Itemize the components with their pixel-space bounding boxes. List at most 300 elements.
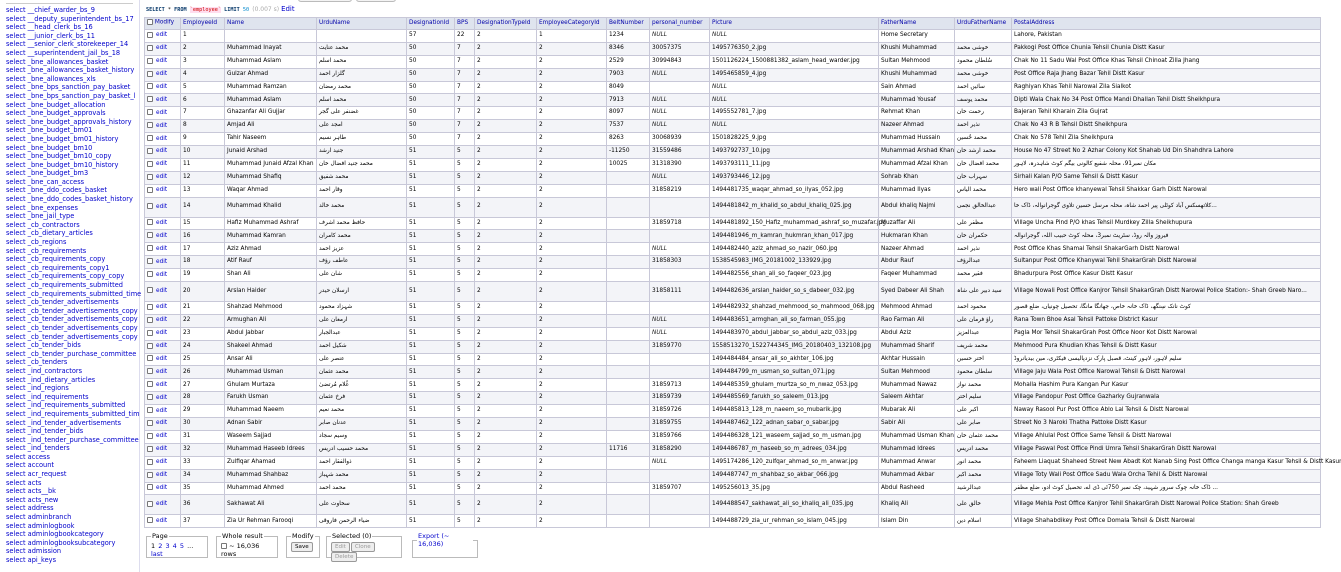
table-cell[interactable]: محمد ارشد خان: [955, 146, 1012, 159]
table-cell[interactable]: NULL: [650, 243, 710, 256]
table-cell[interactable]: 2: [475, 256, 537, 269]
row-edit-link[interactable]: edit: [156, 501, 168, 508]
table-cell[interactable]: 31: [181, 430, 225, 443]
sidebar-table-link[interactable]: select _bne_expenses: [6, 203, 78, 212]
table-cell[interactable]: 2: [537, 217, 607, 230]
table-cell[interactable]: [650, 495, 710, 515]
column-header[interactable]: PostalAddress: [1012, 18, 1321, 30]
sidebar-table-link[interactable]: select _bne_ddo_codes_basket: [6, 186, 107, 195]
table-cell[interactable]: 7: [455, 55, 475, 68]
table-cell[interactable]: 50: [407, 68, 455, 81]
table-cell[interactable]: [607, 302, 650, 315]
table-cell[interactable]: 31859755: [650, 418, 710, 431]
sidebar-table-link[interactable]: select _bne_budget_bm01: [6, 126, 93, 135]
table-cell[interactable]: نذیر احمد: [955, 120, 1012, 133]
sidebar-table-link[interactable]: select access: [6, 452, 50, 461]
table-cell[interactable]: کوٹ نانک سِنگھ، ڈاک خانہ خاص، جھانگا مانگا، تحصیل چونیاں، ضلع قصور: [1012, 302, 1321, 315]
table-cell[interactable]: Waseem Sajjad: [225, 430, 317, 443]
sidebar-table-link[interactable]: select _cb_tender_advertisements_copy: [6, 323, 138, 332]
table-cell[interactable]: 2: [475, 327, 537, 340]
table-cell[interactable]: 2: [475, 353, 537, 366]
column-header[interactable]: FatherName: [879, 18, 955, 30]
table-cell[interactable]: Shan Ali: [225, 269, 317, 282]
sidebar-table-link[interactable]: select account: [6, 461, 54, 470]
table-cell[interactable]: 2: [181, 42, 225, 55]
table-cell[interactable]: 2: [537, 55, 607, 68]
table-cell[interactable]: [607, 256, 650, 269]
row-checkbox[interactable]: [147, 96, 153, 102]
table-cell[interactable]: 31859739: [650, 392, 710, 405]
table-cell[interactable]: 51: [407, 392, 455, 405]
table-cell[interactable]: 1494485813_128_m_naeem_so_mubarik.jpg: [710, 405, 879, 418]
table-cell[interactable]: 28: [181, 392, 225, 405]
table-cell[interactable]: 2: [475, 230, 537, 243]
table-cell[interactable]: سلیم لاہور، لاہور کینٹ، قصبل پارک نزدپالیسی فیکٹری، مین بیدیانروڈ: [1012, 353, 1321, 366]
table-cell[interactable]: 1494488729_zia_ur_rehman_so_islam_045.jpg: [710, 515, 879, 528]
sidebar-table-link[interactable]: select _cb_tender_bids: [6, 341, 81, 350]
table-cell[interactable]: 31559486: [650, 146, 710, 159]
table-cell[interactable]: [607, 327, 650, 340]
table-cell[interactable]: [607, 405, 650, 418]
table-cell[interactable]: عبدالرشید: [955, 482, 1012, 495]
table-cell[interactable]: 18: [181, 256, 225, 269]
column-header[interactable]: Name: [225, 18, 317, 30]
table-cell[interactable]: 2: [537, 94, 607, 107]
sidebar-table-link[interactable]: select _ind_contractors: [6, 366, 83, 375]
row-checkbox[interactable]: [147, 459, 153, 465]
page-link[interactable]: last: [151, 550, 163, 559]
table-cell[interactable]: 2: [537, 256, 607, 269]
table-cell[interactable]: [607, 197, 650, 217]
table-cell[interactable]: ارسلان حیدر: [317, 282, 407, 302]
column-header[interactable]: BeltNumber: [607, 18, 650, 30]
table-cell[interactable]: Muhammad Sharif: [879, 340, 955, 353]
sidebar-table-link[interactable]: select _ind_tenders: [6, 444, 70, 453]
table-cell[interactable]: 5: [455, 515, 475, 528]
table-cell[interactable]: رحمت خان: [955, 107, 1012, 120]
sidebar-table-link[interactable]: select adminlogbooksubcategory: [6, 538, 116, 547]
table-cell[interactable]: 51: [407, 302, 455, 315]
table-cell[interactable]: خالق علی: [955, 495, 1012, 515]
table-cell[interactable]: 2: [475, 495, 537, 515]
table-cell[interactable]: 2: [475, 94, 537, 107]
table-cell[interactable]: 31859766: [650, 430, 710, 443]
page-link[interactable]: 3: [165, 542, 170, 551]
row-edit-link[interactable]: edit: [156, 109, 168, 116]
table-cell[interactable]: 5: [455, 430, 475, 443]
table-cell[interactable]: 26: [181, 366, 225, 379]
sidebar-table-link[interactable]: select _bne_jail_type: [6, 212, 75, 221]
row-checkbox[interactable]: [147, 368, 153, 374]
row-edit-link[interactable]: edit: [156, 174, 168, 181]
table-cell[interactable]: Syed Dabeer Ali Shah: [879, 282, 955, 302]
table-cell[interactable]: Village Shahabdikey Post Office Domala Tehsil & Distt Narowal: [1012, 515, 1321, 528]
table-cell[interactable]: 2: [537, 392, 607, 405]
table-cell[interactable]: Rana Town Bhoe Asal Tehsil Pattoke District Kasur: [1012, 314, 1321, 327]
table-cell[interactable]: Abdul Aziz: [879, 327, 955, 340]
table-cell[interactable]: محمود احمد: [955, 302, 1012, 315]
edit-query-link[interactable]: Edit: [281, 5, 295, 13]
table-cell[interactable]: [650, 81, 710, 94]
table-cell[interactable]: 2: [475, 418, 537, 431]
table-cell[interactable]: NULL: [650, 107, 710, 120]
table-cell[interactable]: [607, 469, 650, 482]
table-cell[interactable]: محمد یوسف: [955, 94, 1012, 107]
table-cell[interactable]: Muhammad Kamran: [225, 230, 317, 243]
table-cell[interactable]: Naway Rasool Pur Post Office Ablo Lal Tehsil & Distt Narowal: [1012, 405, 1321, 418]
row-checkbox[interactable]: [147, 317, 153, 323]
table-cell[interactable]: 2: [537, 482, 607, 495]
table-cell[interactable]: 9: [181, 133, 225, 146]
table-cell[interactable]: محمد عثمان: [317, 366, 407, 379]
table-cell[interactable]: سائیں احمد: [955, 81, 1012, 94]
table-cell[interactable]: 7537: [607, 120, 650, 133]
sidebar-table-link[interactable]: select adminlogbookcategory: [6, 530, 104, 539]
table-cell[interactable]: 7: [455, 42, 475, 55]
table-cell[interactable]: راؤ فرمان علی: [955, 314, 1012, 327]
column-header[interactable]: EmployeeId: [181, 18, 225, 30]
table-cell[interactable]: [650, 366, 710, 379]
table-cell[interactable]: 2: [537, 171, 607, 184]
row-edit-link[interactable]: edit: [156, 187, 168, 194]
table-cell[interactable]: 1495776350_2.jpg: [710, 42, 879, 55]
table-cell[interactable]: 50: [407, 55, 455, 68]
table-cell[interactable]: [607, 340, 650, 353]
table-cell[interactable]: 5: [455, 340, 475, 353]
table-cell[interactable]: محمد اسلم: [317, 94, 407, 107]
table-cell[interactable]: محمد اکبر: [955, 469, 1012, 482]
column-header[interactable]: DesignationId: [407, 18, 455, 30]
column-header[interactable]: Picture: [710, 18, 879, 30]
table-cell[interactable]: 5: [455, 366, 475, 379]
table-cell[interactable]: 2: [475, 217, 537, 230]
row-checkbox[interactable]: [147, 343, 153, 349]
sidebar-table-link[interactable]: select acr_request: [6, 470, 67, 479]
table-cell[interactable]: 1494482556_shan_ali_so_faqeer_023.jpg: [710, 269, 879, 282]
row-edit-link[interactable]: edit: [156, 271, 168, 278]
row-checkbox[interactable]: [147, 245, 153, 251]
sidebar-table-link[interactable]: select _bne_budget_bm3: [6, 169, 89, 178]
table-cell[interactable]: 50: [407, 133, 455, 146]
row-checkbox[interactable]: [147, 174, 153, 180]
sidebar-table-link[interactable]: select _cb_tender_advertisements_copy: [6, 332, 138, 341]
table-cell[interactable]: 3: [181, 55, 225, 68]
table-cell[interactable]: 51: [407, 158, 455, 171]
table-cell[interactable]: حافظ محمد اشرف: [317, 217, 407, 230]
column-header[interactable]: UrduName: [317, 18, 407, 30]
table-cell[interactable]: 2: [537, 366, 607, 379]
row-checkbox[interactable]: [147, 501, 153, 507]
table-cell[interactable]: 11: [181, 158, 225, 171]
table-cell[interactable]: Zulfiqar Ahamad: [225, 456, 317, 469]
row-checkbox[interactable]: [147, 472, 153, 478]
table-cell[interactable]: Muhammad Khalid: [225, 197, 317, 217]
table-cell[interactable]: 51: [407, 515, 455, 528]
table-cell[interactable]: 1493793446_12.jpg: [710, 171, 879, 184]
table-cell[interactable]: 31858290: [650, 443, 710, 456]
table-cell[interactable]: محمد الیاس: [955, 184, 1012, 197]
table-cell[interactable]: Mehmood Ahmad: [879, 302, 955, 315]
row-edit-link[interactable]: edit: [156, 83, 168, 90]
table-cell[interactable]: 5: [455, 456, 475, 469]
table-cell[interactable]: 8346: [607, 42, 650, 55]
sidebar-table-link[interactable]: select _bne_can_access: [6, 177, 85, 186]
row-checkbox[interactable]: [147, 232, 153, 238]
row-edit-link[interactable]: edit: [156, 203, 168, 210]
table-cell[interactable]: 37: [181, 515, 225, 528]
table-cell[interactable]: 5: [455, 482, 475, 495]
table-cell[interactable]: Sirhali Kalan P/O Same Tehsil & Distt Kasur: [1012, 171, 1321, 184]
table-cell[interactable]: محمد جنید افضال خان: [317, 158, 407, 171]
table-cell[interactable]: 51: [407, 197, 455, 217]
table-cell[interactable]: 1234: [607, 30, 650, 43]
table-cell[interactable]: 2: [537, 353, 607, 366]
row-edit-link[interactable]: edit: [156, 381, 168, 388]
clone-selected-button[interactable]: Clone: [351, 542, 375, 552]
table-cell[interactable]: 35: [181, 482, 225, 495]
table-cell[interactable]: Waqar Ahmad: [225, 184, 317, 197]
table-cell[interactable]: جنید ارشد: [317, 146, 407, 159]
row-checkbox[interactable]: [147, 122, 153, 128]
row-edit-link[interactable]: edit: [156, 317, 168, 324]
table-cell[interactable]: Muhammad Naeem: [225, 405, 317, 418]
row-edit-link[interactable]: edit: [156, 330, 168, 337]
table-cell[interactable]: 2: [537, 269, 607, 282]
table-cell[interactable]: 31318390: [650, 158, 710, 171]
sidebar-table-link[interactable]: select _cb_regions: [6, 238, 67, 247]
table-cell[interactable]: 2: [475, 469, 537, 482]
sidebar-table-link[interactable]: select _ind_dietary_articles: [6, 375, 96, 384]
table-cell[interactable]: سید دبیر علی شاہ: [955, 282, 1012, 302]
table-cell[interactable]: [607, 418, 650, 431]
table-cell[interactable]: 51: [407, 269, 455, 282]
table-cell[interactable]: 2: [475, 243, 537, 256]
table-cell[interactable]: Muhammad Nawaz: [879, 379, 955, 392]
sidebar-table-link[interactable]: select _bne_allowances_basket: [6, 57, 109, 66]
table-cell[interactable]: 2: [537, 456, 607, 469]
table-cell[interactable]: 51: [407, 418, 455, 431]
table-cell[interactable]: 2: [475, 366, 537, 379]
table-cell[interactable]: عبدالخالق نجمی: [955, 197, 1012, 217]
table-cell[interactable]: 1494484484_ansar_ali_so_akhter_106.jpg: [710, 353, 879, 366]
table-cell[interactable]: 5: [455, 171, 475, 184]
sidebar-table-link[interactable]: select adminbranch: [6, 513, 72, 522]
table-cell[interactable]: 51: [407, 327, 455, 340]
table-cell[interactable]: Ansar Ali: [225, 353, 317, 366]
table-cell[interactable]: وسیم سجاد: [317, 430, 407, 443]
table-cell[interactable]: شان علی: [317, 269, 407, 282]
table-cell[interactable]: 2: [537, 515, 607, 528]
row-checkbox[interactable]: [147, 83, 153, 89]
sidebar-table-link[interactable]: select _cb_requirements_submitted: [6, 281, 123, 289]
table-cell[interactable]: Abdul khaliq Najmi: [879, 197, 955, 217]
table-cell[interactable]: Amjad Ali: [225, 120, 317, 133]
table-cell[interactable]: Bajeran Tehil Kharain Zila Gujrat: [1012, 107, 1321, 120]
table-cell[interactable]: 5: [455, 405, 475, 418]
table-cell[interactable]: 7903: [607, 68, 650, 81]
modify-column-header[interactable]: [145, 18, 181, 30]
table-cell[interactable]: محمد نعیم: [317, 405, 407, 418]
table-cell[interactable]: حکمران خان: [955, 230, 1012, 243]
row-checkbox[interactable]: [147, 148, 153, 154]
table-cell[interactable]: 2: [537, 314, 607, 327]
row-checkbox[interactable]: [147, 271, 153, 277]
row-edit-link[interactable]: edit: [156, 420, 168, 427]
table-cell[interactable]: 31858219: [650, 184, 710, 197]
delete-selected-button[interactable]: Delete: [331, 552, 357, 562]
row-edit-link[interactable]: edit: [156, 484, 168, 491]
table-cell[interactable]: 31859718: [650, 217, 710, 230]
table-cell[interactable]: 5: [455, 327, 475, 340]
sidebar-table-link[interactable]: select _cb_tender_advertisements: [6, 298, 119, 307]
table-cell[interactable]: 51: [407, 482, 455, 495]
table-cell[interactable]: محمد افضال خان: [955, 158, 1012, 171]
table-cell[interactable]: امجد علی: [317, 120, 407, 133]
row-checkbox[interactable]: [147, 330, 153, 336]
table-cell[interactable]: 5: [455, 418, 475, 431]
sidebar-table-link[interactable]: select _cb_tender_purchase_committee: [6, 349, 137, 358]
table-cell[interactable]: 2: [475, 302, 537, 315]
table-cell[interactable]: 5: [455, 158, 475, 171]
table-cell[interactable]: 5: [455, 443, 475, 456]
table-cell[interactable]: Tahir Naseem: [225, 133, 317, 146]
table-cell[interactable]: [607, 482, 650, 495]
table-cell[interactable]: 51: [407, 217, 455, 230]
sidebar-table-link[interactable]: select _bne_budget_bm10_history: [6, 160, 119, 169]
row-checkbox[interactable]: [147, 258, 153, 264]
table-cell[interactable]: Home Secretary: [879, 30, 955, 43]
table-cell[interactable]: 51: [407, 146, 455, 159]
table-cell[interactable]: [607, 495, 650, 515]
table-cell[interactable]: Mehmood Pura Khudian Khas Tehsil & Distt Kasur: [1012, 340, 1321, 353]
table-cell[interactable]: ضیاء الرحمن فاروقی: [317, 515, 407, 528]
table-cell[interactable]: 20: [181, 282, 225, 302]
table-cell[interactable]: 51: [407, 469, 455, 482]
row-checkbox[interactable]: [147, 420, 153, 426]
table-cell[interactable]: 2: [475, 171, 537, 184]
table-cell[interactable]: 1494483970_abdul_jabbar_so_abdul_aziz_033.jpg: [710, 327, 879, 340]
table-cell[interactable]: 7: [455, 120, 475, 133]
table-cell[interactable]: Abdur Rauf: [879, 256, 955, 269]
table-cell[interactable]: NULL: [710, 120, 879, 133]
table-cell[interactable]: 2: [537, 197, 607, 217]
table-cell[interactable]: 7: [181, 107, 225, 120]
table-cell[interactable]: Village Paswal Post Office Pindi Umra Tehsil ShakarGrah Distt Narowal: [1012, 443, 1321, 456]
table-cell[interactable]: Muhammad Ilyas: [879, 184, 955, 197]
table-cell[interactable]: 2: [537, 443, 607, 456]
table-cell[interactable]: 2: [475, 379, 537, 392]
table-cell[interactable]: 15: [181, 217, 225, 230]
table-cell[interactable]: 2: [475, 430, 537, 443]
table-cell[interactable]: Muhammad Aslam: [225, 55, 317, 68]
table-cell[interactable]: 1494481735_waqar_ahmad_so_ilyas_052.jpg: [710, 184, 879, 197]
sidebar-table-link[interactable]: select _bne_budget_approvals_history: [6, 117, 132, 126]
sidebar-table-link[interactable]: select __deputy_superintendent_bs_17: [6, 14, 134, 23]
table-cell[interactable]: Rao Farman Ali: [879, 314, 955, 327]
table-cell[interactable]: 2: [537, 282, 607, 302]
table-cell[interactable]: 5: [455, 184, 475, 197]
table-cell[interactable]: 22: [455, 30, 475, 43]
table-cell[interactable]: 51: [407, 430, 455, 443]
table-cell[interactable]: فقیر محمد: [955, 269, 1012, 282]
table-cell[interactable]: محمد انور: [955, 456, 1012, 469]
row-edit-link[interactable]: edit: [156, 517, 168, 524]
table-cell[interactable]: 2529: [607, 55, 650, 68]
top-button-fragment[interactable]: [356, 0, 396, 2]
table-cell[interactable]: 13: [181, 184, 225, 197]
table-cell[interactable]: محمد شریف: [955, 340, 1012, 353]
table-cell[interactable]: Shakeel Ahmad: [225, 340, 317, 353]
table-cell[interactable]: Sultan Mehmood: [879, 55, 955, 68]
sidebar-table-link[interactable]: select address: [6, 504, 54, 513]
table-cell[interactable]: Junaid Arshad: [225, 146, 317, 159]
table-cell[interactable]: 33: [181, 456, 225, 469]
table-cell[interactable]: Nazeer Ahmad: [879, 120, 955, 133]
table-cell[interactable]: 5: [181, 81, 225, 94]
table-cell[interactable]: 51: [407, 171, 455, 184]
table-cell[interactable]: محمد شفیق: [317, 171, 407, 184]
row-checkbox[interactable]: [147, 287, 153, 293]
table-cell[interactable]: 1558513270_1522744345_IMG_20180403_132108.jpg: [710, 340, 879, 353]
sidebar-table-link[interactable]: select acts_new: [6, 495, 59, 504]
table-cell[interactable]: 2: [537, 68, 607, 81]
sidebar-table-link[interactable]: select acts: [6, 478, 42, 487]
table-cell[interactable]: 2: [475, 282, 537, 302]
row-edit-link[interactable]: edit: [156, 304, 168, 311]
table-cell[interactable]: 2: [537, 243, 607, 256]
table-cell[interactable]: Pagla Mor Tehsil ShakarGrah Post Office Noor Kot Distt Narowal: [1012, 327, 1321, 340]
table-cell[interactable]: سہراب خان: [955, 171, 1012, 184]
column-header[interactable]: BPS: [455, 18, 475, 30]
sidebar-table-link[interactable]: select _cb_requirements_submitted_time: [6, 289, 142, 298]
table-cell[interactable]: 1: [181, 30, 225, 43]
table-cell[interactable]: Post Office Khas Shamal Tehsil ShakarGarh Distt Narowal: [1012, 243, 1321, 256]
table-cell[interactable]: اسلام دین: [955, 515, 1012, 528]
table-cell[interactable]: 2: [537, 184, 607, 197]
table-cell[interactable]: 2: [475, 42, 537, 55]
table-cell[interactable]: 1494481842_m_khalid_so_abdul_khaliq_025.jpg: [710, 197, 879, 217]
table-cell[interactable]: 22: [181, 314, 225, 327]
table-cell[interactable]: 5: [455, 230, 475, 243]
sidebar-table-link[interactable]: select _bne_bps_sanction_pay_basket: [6, 83, 131, 92]
table-cell[interactable]: [607, 282, 650, 302]
table-cell[interactable]: 8263: [607, 133, 650, 146]
sidebar-table-link[interactable]: select _bne_bps_sanction_pay_basket_l: [6, 91, 136, 100]
table-cell[interactable]: Village Pandopur Post Office Gazharky Gujranwala: [1012, 392, 1321, 405]
table-cell[interactable]: اختر حسین: [955, 353, 1012, 366]
table-cell[interactable]: 2: [537, 120, 607, 133]
table-cell[interactable]: Muhammad Yousaf: [879, 94, 955, 107]
table-cell[interactable]: محمد احمد: [317, 482, 407, 495]
row-checkbox[interactable]: [147, 446, 153, 452]
table-cell[interactable]: [607, 184, 650, 197]
table-cell[interactable]: Hukmaran Khan: [879, 230, 955, 243]
table-cell[interactable]: 2: [475, 184, 537, 197]
table-cell[interactable]: Muhammad Usman: [225, 366, 317, 379]
table-cell[interactable]: Sultan Mehmood: [879, 366, 955, 379]
table-cell[interactable]: 1495465859_4.jpg: [710, 68, 879, 81]
table-cell[interactable]: محمد شہباز: [317, 469, 407, 482]
table-cell[interactable]: Mubarak Ali: [879, 405, 955, 418]
table-cell[interactable]: عاطف رؤف: [317, 256, 407, 269]
table-cell[interactable]: [650, 197, 710, 217]
table-cell[interactable]: Rehmat Khan: [879, 107, 955, 120]
table-cell[interactable]: 51: [407, 243, 455, 256]
table-cell[interactable]: 51: [407, 405, 455, 418]
table-cell[interactable]: 12: [181, 171, 225, 184]
table-cell[interactable]: 51: [407, 340, 455, 353]
sidebar-table-link[interactable]: select _ind_requirements_submitted: [6, 401, 126, 410]
